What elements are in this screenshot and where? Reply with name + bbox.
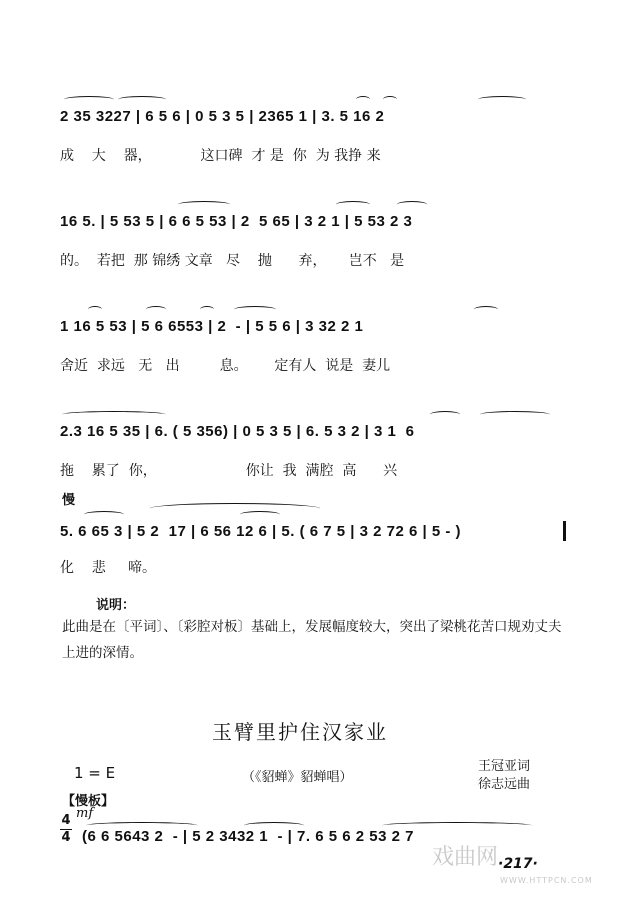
- notes-body: 此曲是在〔平词〕、〔彩腔对板〕基础上，发展幅度较大，突出了梁桃花苦口规劝丈夫上进的深情。: [62, 619, 562, 661]
- score-row-5: [0, 485, 620, 575]
- first-line-notation: (6 6 5643 2 - | 5 2 3432 1 - | 7. 6 5 6 2 53 2 7: [82, 828, 414, 845]
- score-row-1: [0, 90, 620, 170]
- dynamic-mark: mf: [76, 806, 94, 821]
- notation-line: 2 35 3227 | 6 5 6 | 0 5 3 5 | 2365 1 | 3. 5 16 2: [60, 108, 385, 125]
- notation-line: 1 16 5 53 | 5 6 6553 | 2 - | 5 5 6 | 3 32 2 1: [60, 318, 364, 335]
- notes-heading: 说明：: [96, 598, 136, 613]
- score-row-3: [0, 300, 620, 380]
- watermark-text: 戏曲网: [432, 845, 499, 870]
- time-sig-top: 4: [61, 813, 71, 828]
- key-label: 1 = E: [74, 764, 116, 782]
- page-number: ·217·: [498, 856, 538, 872]
- song-title: 玉臂里护住汉家业: [212, 720, 388, 744]
- lyrics-line: 的。 若把 那 锦绣 文章 尽 抛 弃， 岂不 是: [60, 253, 405, 269]
- lyrics-line: 拖 累了 你， 你让 我 满腔 高 兴: [60, 463, 398, 479]
- score-row-4: [0, 405, 620, 485]
- time-sig-bottom: 4: [61, 830, 71, 845]
- tempo-mark: 慢: [62, 493, 76, 508]
- notation-line: 5. 6 65 3 | 5 2 17 | 6 56 12 6 | 5. ( 6 7 5 | 3 2 72 6 | 5 - ): [60, 523, 462, 540]
- score-row-2: [0, 195, 620, 275]
- lyrics-line: 舍近 求远 无 出 息。 定有人 说是 妻儿: [60, 358, 391, 374]
- tempo-marking: 【慢板】: [62, 794, 115, 809]
- song-subtitle: （《貂蝉》貂蝉唱）: [242, 770, 353, 785]
- watermark-url: WWW.HTTPCN.COM: [500, 876, 593, 885]
- lyricist: 王冠亚词: [478, 759, 531, 774]
- notation-line: 2.3 16 5 35 | 6. ( 5 356) | 0 5 3 5 | 6. 5 3 2 | 3 1 6: [60, 423, 415, 440]
- time-signature: [60, 814, 72, 845]
- composer: 徐志远曲: [478, 777, 531, 792]
- lyrics-line: 成 大 器， 这口碑 才 是 你 为 我挣 来: [60, 148, 381, 164]
- watermark-logo: [432, 840, 498, 871]
- key-signature: [74, 764, 115, 782]
- lyrics-line: 化 悲 啼。: [60, 560, 157, 576]
- notation-line: 16 5. | 5 53 5 | 6 6 5 53 | 2 5 65 | 3 2 1 | 5 53 2 3: [60, 213, 413, 230]
